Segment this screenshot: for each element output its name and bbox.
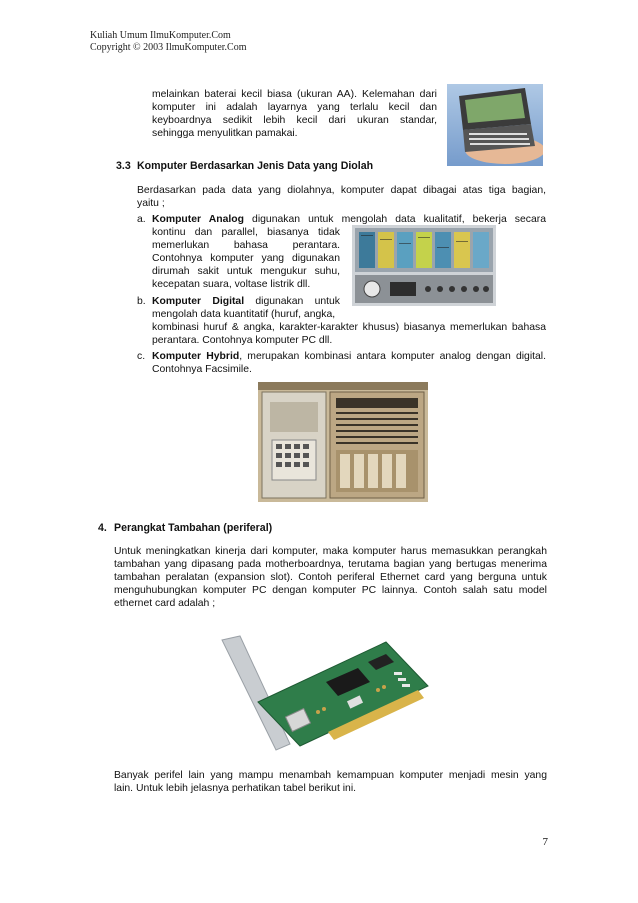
item-c-label: c. <box>137 351 146 362</box>
item-c-line-2: Contohnya Facsimile. <box>152 364 252 375</box>
header-line-1: Kuliah Umum IlmuKomputer.Com <box>90 30 231 41</box>
item-a-term: Komputer Analog <box>152 214 244 225</box>
item-a-label: a. <box>137 214 146 225</box>
section-3-3-desc-line-1: Berdasarkan pada data yang diolahnya, komputer dapat dibagai atas tiga bagian, <box>137 185 546 196</box>
section-4-line-2: tambahan yang dipasang pada motherboardnya, terutama bagian yang bertugas menerima <box>114 559 547 570</box>
hybrid-computer-photo <box>258 382 428 502</box>
section-3-3-title: Komputer Berdasarkan Jenis Data yang Diolah <box>137 160 374 172</box>
section-3-3-number: 3.3 <box>116 160 131 172</box>
item-a-line-6: kecepatan suara, voltase listrik dll. <box>152 279 311 290</box>
header-line-2: Copyright © 2003 IlmuKomputer.Com <box>90 42 247 53</box>
page-number: 7 <box>542 836 548 848</box>
section-4-line-4: menguhubungkan komputer PC dengan komputer PC lainnya. Contoh salah satu model <box>114 585 547 596</box>
section-4-line-1: Untuk meningkatkan kinerja dari komputer, maka komputer harus memasukkan perangkah <box>114 546 547 557</box>
item-b-term: Komputer Digital <box>152 296 245 307</box>
item-b-line-2: mengolah data kuantitatif (huruf, angka, <box>152 309 336 320</box>
item-a-line-4: Contohnya komputer yang digunakan <box>152 253 340 264</box>
closing-line-1: Banyak perifel lain yang mampu menambah kemampuan komputer menjadi mesin yang <box>114 770 547 781</box>
item-b-line-1 <box>152 295 340 308</box>
item-a-line-5: dirumah sakit untuk mengukur suhu, <box>152 266 340 277</box>
section-3-3-desc-line-2: yaitu ; <box>137 198 165 209</box>
item-c-line-1 <box>152 350 546 363</box>
ethernet-card-photo <box>218 632 436 752</box>
item-c-term: Komputer Hybrid <box>152 351 240 362</box>
closing-line-2: lain. Untuk lebih jelasnya perhatikan tabel berikut ini. <box>114 783 357 794</box>
section-4-title: Perangkat Tambahan (periferal) <box>114 522 273 534</box>
item-a-line-3: memerlukan bahasa perantara. <box>152 240 340 251</box>
item-a-line-1-rest: digunakan untuk mengolah data kualitatif, bekerja secara <box>243 214 546 225</box>
item-b-line-4: perantara. Contohnya komputer PC dll. <box>152 335 333 346</box>
handheld-computer-photo <box>447 84 543 166</box>
intro-line-2: komputer ini adalah layarnya yang terlalu kecil dan <box>152 102 437 113</box>
intro-line-4: sehingga menyulitkan pamakai. <box>152 128 298 139</box>
intro-line-3: keyboardnya sedikit lebih kecil dari ukuran standar, <box>152 115 437 126</box>
item-b-label: b. <box>137 296 146 307</box>
section-4-line-5: ethernet card adalah ; <box>114 598 216 609</box>
item-b-line-3: kombinasi huruf & angka, karakter-karakter khusus) biasanya memerlukan bahasa <box>152 322 546 333</box>
section-4-number: 4. <box>98 522 107 534</box>
item-a-line-2: kontinu dan parallel, biasanya tidak <box>152 227 340 238</box>
section-4-line-3: tambahan peralatan (expansion slot). Contoh periferal Ethernet card yang berguna untuk <box>114 572 547 583</box>
item-c-line-1-rest: , merupakan kombinasi antara komputer analog dengan digital. <box>239 351 546 362</box>
item-b-line-1-rest: digunakan untuk <box>244 296 340 307</box>
intro-line-1: melainkan baterai kecil biasa (ukuran AA). Kelemahan dari <box>152 89 437 100</box>
analog-computer-photo <box>352 225 496 306</box>
